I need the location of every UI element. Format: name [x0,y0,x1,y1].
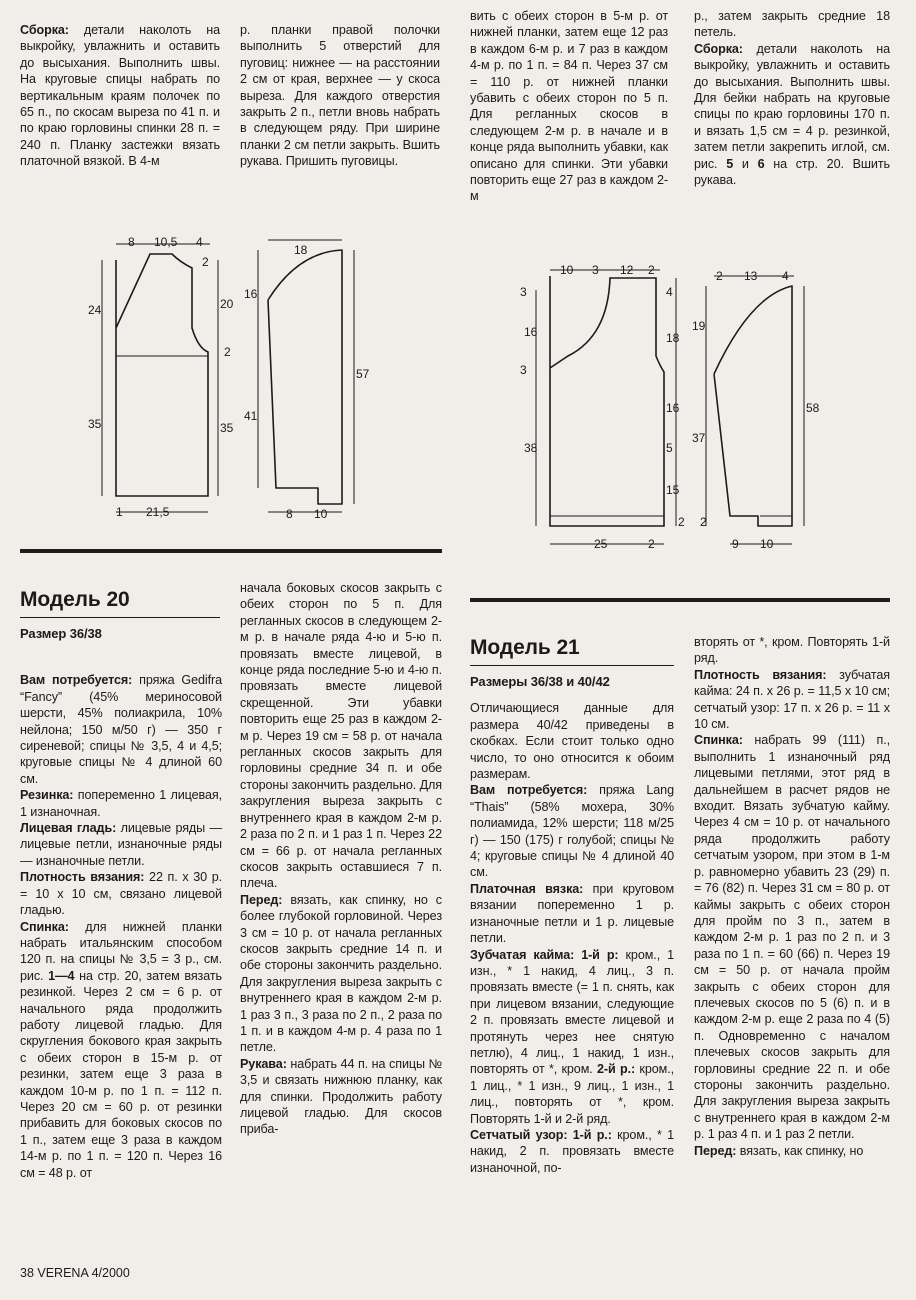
top-col-3 [470,8,668,205]
dim-label: 35 [88,417,102,431]
model-21-col-1 [470,636,674,1176]
top-col-4-text: р., затем закрыть средние 18 петель. Сборка: детали наколоть на выкройку, увлажнить и оставить до высыхания. Выполнить швы. Для бейки набрать на круговые спицы по краю горловины 170 п. и вязать 1,5 см = 4 р. резинкой, затем петли закрепить иглой, см. рис. 5 и 6 на стр. 20. Вшить рукава. [694,9,890,188]
page-footer: 38 VERENA 4/2000 [20,1266,130,1280]
model-20-col-1-text: Вам потребуется: пряжа Gedifra “Fancy” (45% мериносовой шерсти, 45% полиакрила, 10% нейлона; 150 м/50 г) — 350 г сиреневой; спицы № 3,5, 4 и 4,5; круговые спицы № 4 длиной 60 см. Резинка: попеременно 1 лицевая, 1 изнаночная. Лицевая гладь: лицевые ряды — лицевые петли, изнаночные ряды — изнаночные петли. Плотность вязания: 22 п. х 30 р. = 10 х 10 см, связано лицевой гладью. Спинка: для нижней планки набрать итальянским способом 120 п. на спицы № 3,5 = 3 р., см. рис. 1—4 на стр. 20, затем вязать резинкой. Через 2 см = 6 р. от начального ряда продолжить работу лицевой гладью. Для скругления бокового края закрыть с обеих сторон в 15-м р. от резинки, затем еще 3 раза в каждом 10-м р. по 1 п. = 112 п. Через 20 см = 60 р. от резинки прибавить для боковых скосов по 1 п., затем еще 3 раза в каждом 14-м р. по 1 п. = 120 п. Через 16 см = 48 р. от [20,673,222,1180]
dim-label: 9 [732,537,739,551]
dim-label: 3 [520,363,527,377]
dim-label: 37 [692,431,706,445]
dim-label: 2 [224,345,231,359]
dim-label: 20 [220,297,234,311]
model-20-col-1 [20,588,222,1181]
sleeve-outline-21 [714,286,792,526]
dim-label: 10 [314,507,328,521]
dim-label: 35 [220,421,234,435]
dim-label: 41 [244,409,258,423]
dim-label: 2 [716,269,723,283]
dim-label: 18 [294,243,308,257]
dim-label: 4 [666,285,673,299]
model-21-col-2 [694,634,890,1159]
dim-label: 16 [666,401,680,415]
section-divider [20,549,442,553]
dim-label: 2 [678,515,685,529]
dim-label: 38 [524,441,538,455]
dim-label: 10 [560,263,574,277]
dim-label: 58 [806,401,820,415]
front-piece-outline [116,254,208,496]
model-20-size: Размер 36/38 [20,626,102,641]
dim-label: 15 [666,483,680,497]
dim-label: 10 [760,537,774,551]
dim-label: 8 [128,235,135,249]
dim-label: 18 [666,331,680,345]
dim-label: 8 [286,507,293,521]
dim-label: 12 [620,263,634,277]
dim-label: 5 [666,441,673,455]
dim-label: 3 [592,263,599,277]
dim-label: 16 [524,325,538,339]
dim-label: 2 [700,515,707,529]
dim-label: 24 [88,303,102,317]
top-col-1 [20,22,220,170]
dim-label: 4 [782,269,789,283]
sleeve-outline [268,250,342,504]
dim-label: 25 [594,537,608,551]
top-col-1-text: Сборка: детали наколоть на выкройку, увлажнить и оставить до высыхания. Выполнить швы. На круговые спицы набрать по вертикальным краям полочек по 65 п., по скосам выреза по 41 п. и по краю горловины спинки 28 п. = 240 п. Планку застежки вязать платочной вязкой. В 4-м [20,23,220,169]
dim-label: 19 [692,319,706,333]
dim-label: 57 [356,367,370,381]
dim-label: 2 [202,255,209,269]
body-piece-outline [550,276,664,526]
dim-label: 16 [244,287,258,301]
model-20-title: Модель 20 [20,588,130,611]
dim-label: 1 [116,505,123,519]
model-21-col-2-text: вторять от *, кром. Повторять 1-й ряд. Плотность вязания: зубчатая кайма: 24 п. х 26 р. = 11,5 х 10 см; сетчатый узор: 17 п. х 26 р. = 11 х 10 см. Спинка: набрать 99 (111) п., выполнить 1 изнаночный ряд лицевыми петлями, этот ряд в дальнейшем в расчет рядов не входит. Вязать зубчатую кайму. Через 4 см = 10 р. от начального ряда продолжить работу сетчатым узором, при этом в 1-м р. равномерно убавить 23 (29) п. = 76 (82) п. Через 31 см = 80 р. от каймы закрыть с обеих сторон для пройм по 3 п., затем в каждом 2-м р. 1 раз по 2 п. и 3 раза по 1 п. = 60 (66) п. Через 19 см = 50 р. от начала пройм закрыть с обеих сторон для плечевых скосов по 5 (6) п. и в каждом 2-м р. еще 2 раза по 4 (5) п. Одновременно с началом плечевых скосов закрыть для горловины средние 22 п. и обе стороны закончить раздельно. Для закругления выреза закрыть с внутреннего края в каждом 2-м р. 1 раз 4 п. и 1 раз 2 петли. Перед: вязать, как спинку, но [694,635,890,1158]
top-col-4 [694,8,890,188]
top-col-3-text: вить с обеих сторон в 5-м р. от нижней планки, затем еще 12 раз в каждом 6-м р. и 7 раз в каждом 4-м р. по 1 п. = 84 п. Через 37 см = 110 р. от нижней планки убавить с обеих сторон по 5 п. Для регланных скосов в следующем 2-м р. в начале и в конце ряда выполнить убавки, как описано для спинки. Эти убавки повторить еще 27 раз в каждом 2-м [470,9,668,204]
dim-label: 2 [648,263,655,277]
top-col-2 [240,22,440,170]
top-col-2-text: р. планки правой полочки выполнить 5 отверстий для пуговиц: нижнее — на расстоянии 2 см от края, верхнее — у скоса выреза. Для каждого отверстия закрыть 2 п., петли вновь набрать в следующем ряду. При ширине планки 2 см петли закрыть. Вшить рукава. Пришить пуговицы. [240,23,440,169]
dim-label: 21,5 [146,505,170,519]
dim-label: 10,5 [154,235,178,249]
section-divider [470,598,890,602]
dim-label: 13 [744,269,758,283]
model-21-size: Размеры 36/38 и 40/42 [470,674,610,689]
dim-label: 4 [196,235,203,249]
model-21-title: Модель 21 [470,636,580,659]
dim-label: 2 [648,537,655,551]
model-21-col-1-text: Отличающиеся данные для размера 40/42 приведены в скобках. Если стоит только одно число, то оно относится к обоим размерам. Вам потребуется: пряжа Lang “Thais” (58% мохера, 30% полиамида, 12% шерсти; 118 м/25 г) — 150 (175) г голубой; спицы № 4; круговые спицы № 4 длиной 40 см. Платочная вязка: при круговом вязании попеременно 1 р. изнаночные петли и 1 р. лицевые петли. Зубчатая кайма: 1-й р: кром., 1 изн., * 1 накид, 4 лиц., 3 п. провязать вместе (= 1 п. снять, как при лицевом вязании, следующие 2 п. провязать вместе лицевой и протянуть через нее снятую петлю), 4 лиц., 1 накид, 1 изн., повторять от *, кром. 2-й р.: кром., 1 лиц., * 1 изн., 9 лиц., 1 изн., 1 лиц., повторять от *, кром. Повторять 1-й и 2-й ряд. Сетчатый узор: 1-й р.: кром., * 1 накид, 2 п. провязать вместе изнаночной, по- [470,701,675,1175]
pattern-diagram-model-21 [470,256,910,556]
dim-label: 3 [520,285,527,299]
model-20-col-2-text: начала боковых скосов закрыть с обеих сторон по 5 п. Для регланных скосов в следующем 2-м р. в начале ряда 4-ю и 5-ю п. провязать вместе лицевой, в конце ряда последние 5-ю и 4-ю п. провязать вместе лицевой скрещенной. Эти убавки повторить еще 25 раз в каждом 2-м р. Через 19 см = 58 р. от начала регланных скосов закрыть для горловины средние 34 п. и обе стороны закончить раздельно. Для закругления выреза закрыть с внутреннего края в каждом 2-м р. 2 раза по 2 п. и 1 раз 1 п. Через 22 см = 66 р. от начала регланных скосов закрыть оставшиеся 7 п. плеча. Перед: вязать, как спинку, но с более глубокой горловиной. Через 3 см = 10 р. от начала регланных скосов закрыть средние 14 п. и обе стороны закончить раздельно. Для закругления выреза закрыть с внутреннего края в каждом 2-м р. 1 раз 3 п., 3 раза по 2 п., 2 раза по 1 п. и в каждом 4-м р. 4 раза по 1 петле. Рукава: набрать 44 п. на спицы № 3,5 и связать нижнюю планку, как для спинки. Продолжить работу лицевой гладью. Для скосов приба- [240,581,442,1137]
model-20-col-2 [240,580,442,1138]
